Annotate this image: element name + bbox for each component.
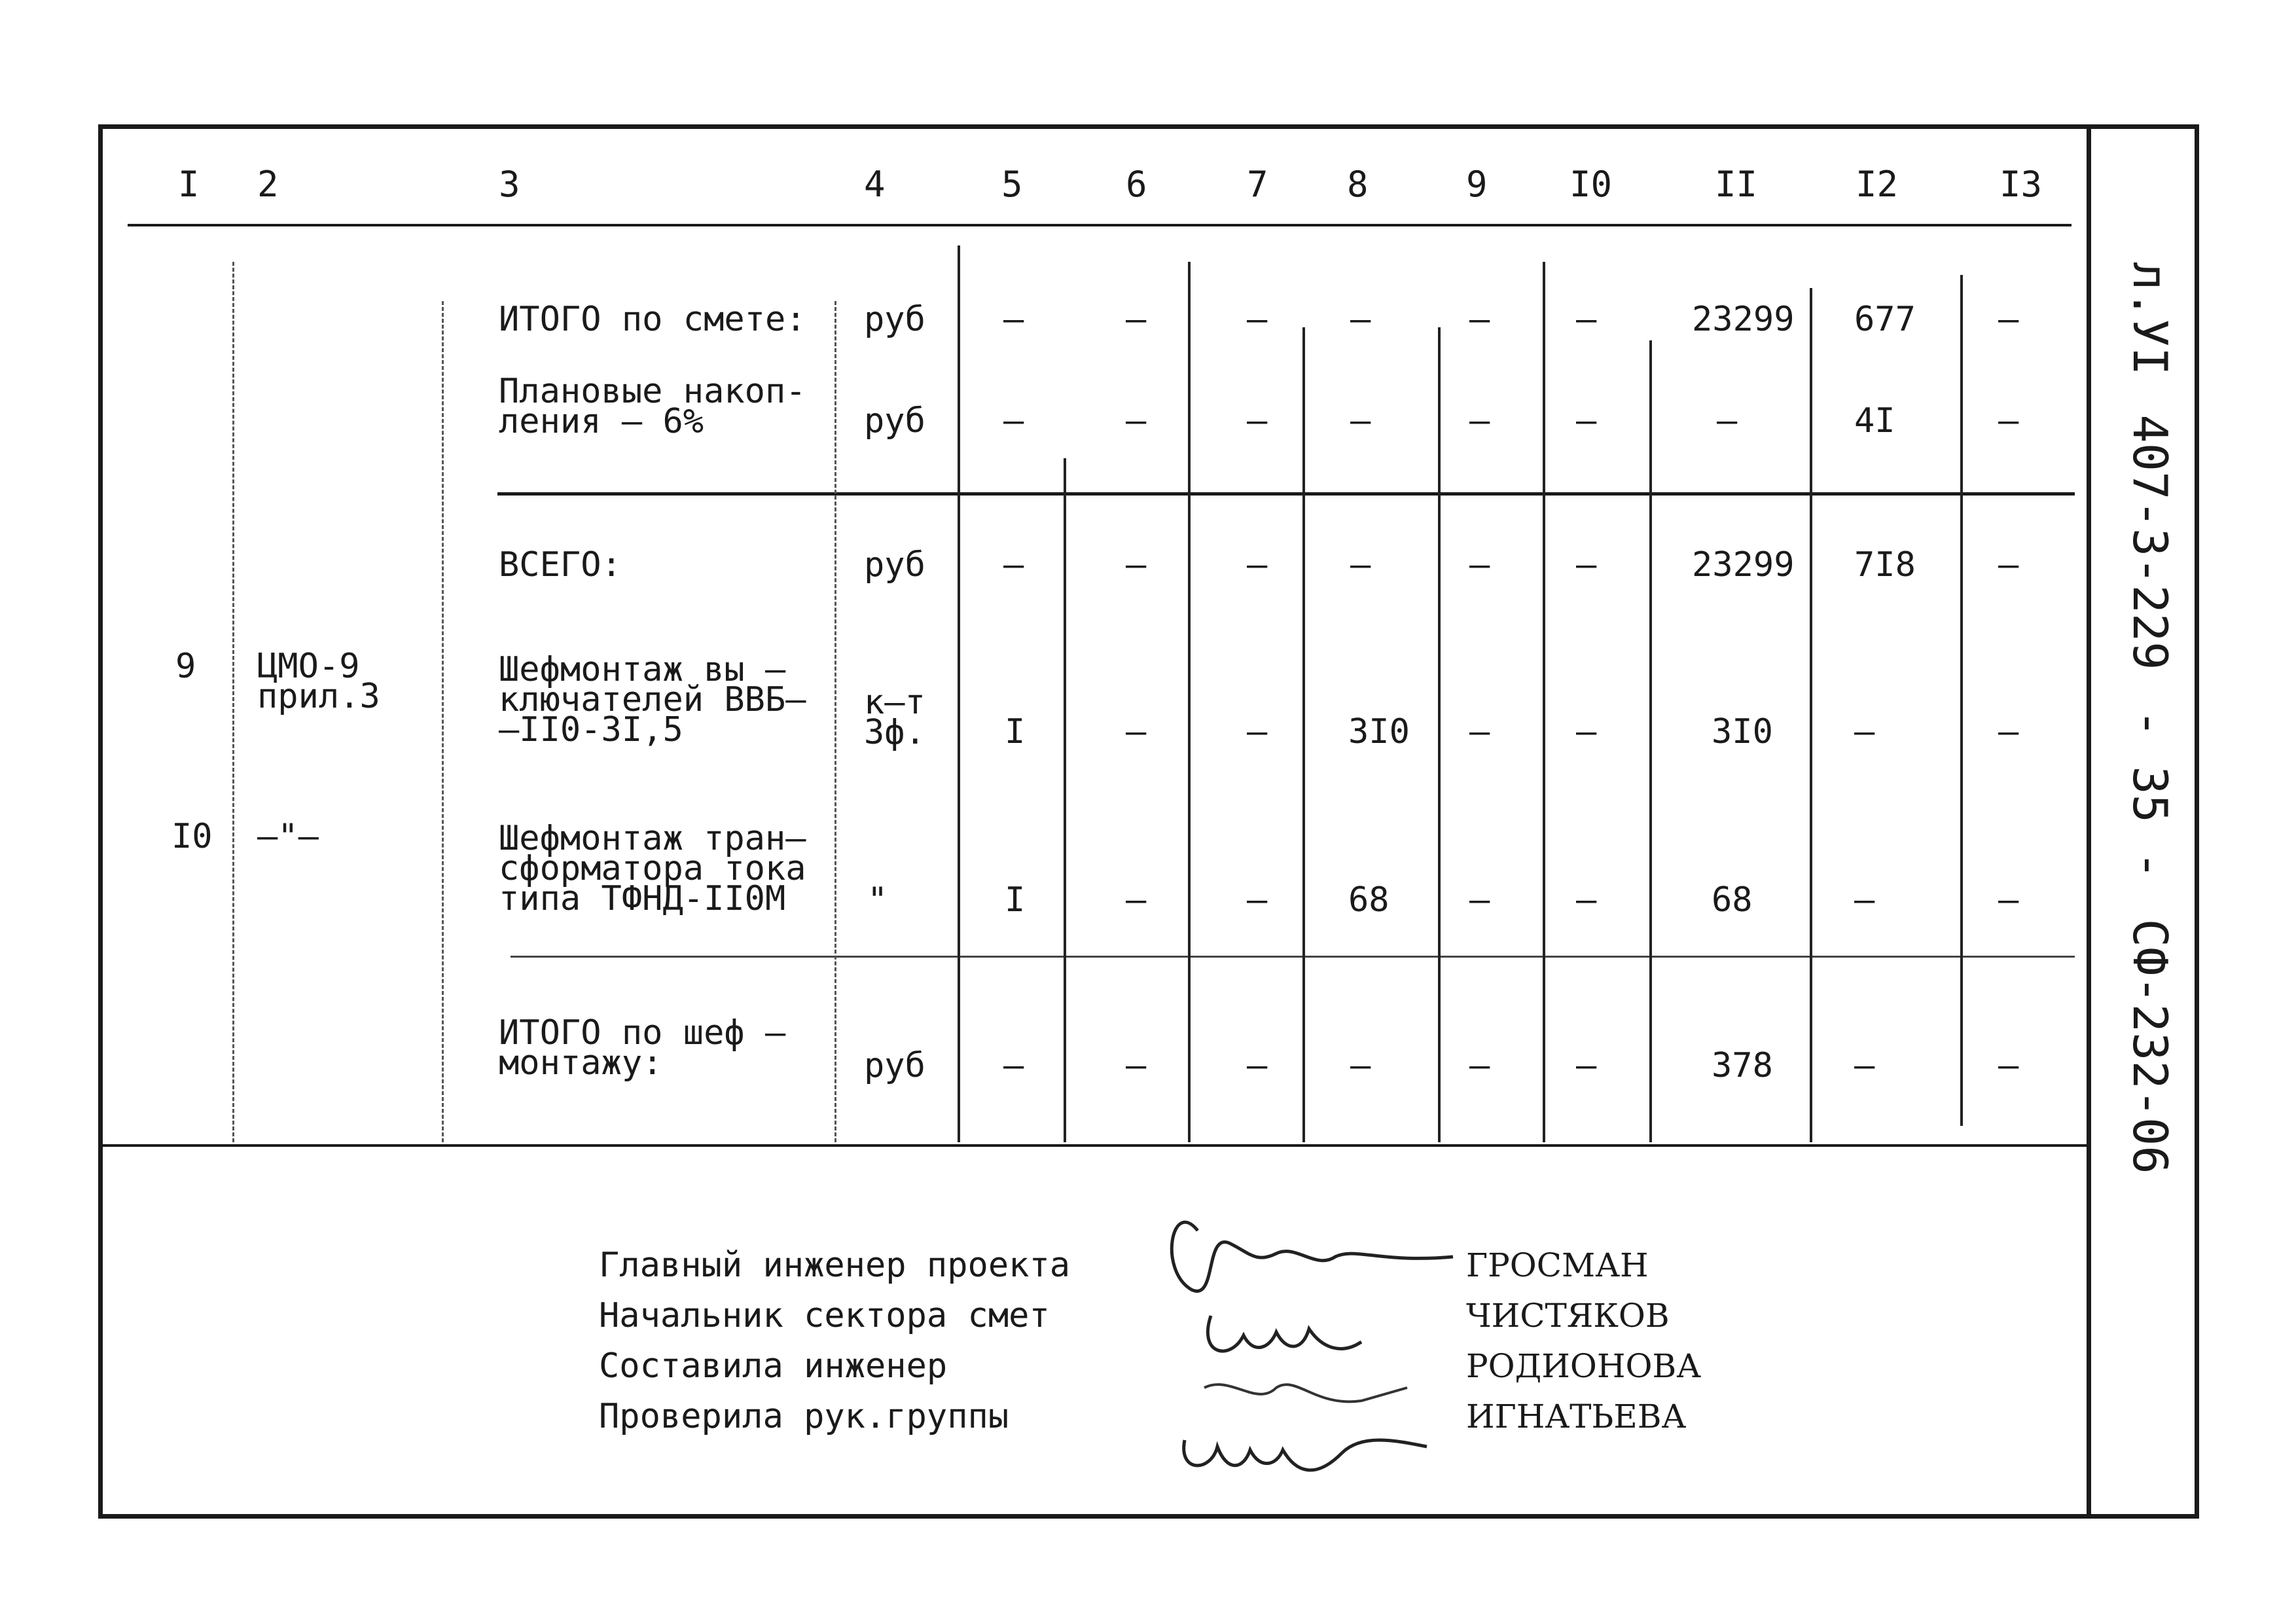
cell-col5: I (1005, 712, 1026, 751)
cell-col8: 68 (1348, 880, 1390, 920)
cell-col13: – (1998, 880, 2019, 920)
header-col-1: I (178, 164, 200, 205)
cell-col12: 7I8 (1854, 545, 1916, 585)
cell-col9: – (1469, 880, 1490, 920)
cell-col12: – (1854, 1046, 1875, 1085)
cell-unit: руб (864, 300, 925, 339)
cell-col8: – (1350, 300, 1371, 339)
name-ignatyeva: ИГНАТЬЕВА (1466, 1398, 1687, 1435)
cell-col9: – (1469, 545, 1490, 585)
cell-col10: – (1576, 880, 1597, 920)
name-chistyakov: ЧИСТЯКОВ (1466, 1297, 1670, 1335)
cell-unit: руб (864, 401, 925, 441)
role-sector-head: Начальник сектора смет (599, 1296, 1050, 1335)
name-grosman: ГРОСМАН (1466, 1246, 1649, 1284)
role-compiled-by: Составила инженер (599, 1346, 948, 1386)
shef-rule (511, 956, 2075, 958)
cell-description: ИТОГО по шеф – монтажу: (499, 1013, 786, 1083)
header-col-10: I0 (1570, 164, 1613, 205)
col-sep-6 (1188, 262, 1191, 1142)
cell-col11: 68 (1712, 880, 1753, 920)
cell-unit: " (867, 880, 888, 920)
cell-col5: – (1003, 1046, 1024, 1085)
col-sep-2 (442, 301, 444, 1142)
cell-col9: – (1469, 1046, 1490, 1085)
cell-col7: – (1247, 712, 1268, 751)
cell-col13: – (1998, 1046, 2019, 1085)
cell-col5: – (1003, 300, 1024, 339)
stamp-text (2111, 262, 2189, 1375)
cell-col6: – (1126, 545, 1147, 585)
cell-unit: к–т 3ф. (864, 683, 925, 752)
col-sep-12 (1960, 275, 1963, 1126)
cell-col6: – (1126, 712, 1147, 751)
header-col-9: 9 (1466, 164, 1488, 205)
cell-description: Плановые накоп- ления – 6% (499, 372, 806, 441)
header-col-5: 5 (1001, 164, 1023, 205)
header-col-3: 3 (499, 164, 520, 205)
cell-col7: – (1247, 880, 1268, 920)
cell-col8: – (1350, 545, 1371, 585)
col-sep-8 (1438, 327, 1441, 1142)
cell-col6: – (1126, 401, 1147, 441)
header-rule (128, 224, 2072, 226)
cell-col11: – (1717, 401, 1738, 441)
col-sep-4 (958, 245, 960, 1142)
cell-number: 9 (175, 647, 196, 686)
signature-roles (599, 1240, 1070, 1442)
cell-col10: – (1576, 1046, 1597, 1085)
col-sep-11 (1810, 288, 1812, 1142)
handwritten-signatures (1145, 1191, 1486, 1492)
cell-col7: – (1247, 401, 1268, 441)
header-col-13: I3 (2000, 164, 2043, 205)
cell-col11: 378 (1712, 1046, 1773, 1085)
name-rodionova: РОДИОНОВА (1466, 1347, 1702, 1385)
cell-col8: – (1350, 401, 1371, 441)
col-sep-10 (1649, 340, 1652, 1142)
cell-unit: руб (864, 545, 925, 585)
cell-col13: – (1998, 401, 2019, 441)
cell-col13: – (1998, 300, 2019, 339)
cell-col12: – (1854, 712, 1875, 751)
cell-col9: – (1469, 401, 1490, 441)
cell-col5: I (1005, 880, 1026, 920)
col-sep-3 (834, 301, 836, 1142)
cell-col12: – (1854, 880, 1875, 920)
cell-description: ИТОГО по смете: (499, 300, 806, 339)
subtotal-rule (497, 492, 2075, 496)
cell-reference: –"– (257, 817, 319, 856)
cell-col8: 3I0 (1348, 712, 1410, 751)
cell-col10: – (1576, 300, 1597, 339)
cell-col10: – (1576, 401, 1597, 441)
signature-names (1466, 1240, 1701, 1442)
header-col-2: 2 (257, 164, 279, 205)
cell-col7: – (1247, 300, 1268, 339)
stamp-page: - 35 - (2123, 709, 2178, 880)
cell-col9: – (1469, 712, 1490, 751)
header-col-12: I2 (1856, 164, 1899, 205)
cell-col12: 677 (1854, 300, 1916, 339)
stamp-ref: СФ-232-06 (2123, 918, 2178, 1174)
cell-col7: – (1247, 545, 1268, 585)
col-sep-9 (1543, 262, 1545, 1142)
cell-col13: – (1998, 545, 2019, 585)
cell-description: Шефмонтаж вы – ключателей ВВБ– –II0-3I,5 (499, 650, 806, 749)
cell-col6: – (1126, 1046, 1147, 1085)
cell-col11: 23299 (1692, 545, 1795, 585)
col-sep-5 (1064, 458, 1066, 1142)
cell-col6: – (1126, 880, 1147, 920)
cell-description: Шефмонтаж тран– сформатора тока типа ТФНД-II0М (499, 819, 806, 918)
cell-col11: 23299 (1692, 300, 1795, 339)
cell-col6: – (1126, 300, 1147, 339)
cell-reference: ЦМО-9 прил.3 (257, 647, 380, 716)
role-chief-engineer: Главный инженер проекта (599, 1246, 1071, 1285)
table-bottom-rule (98, 1144, 2088, 1147)
cell-col9: – (1469, 300, 1490, 339)
stamp-sheet: л.УI (2123, 262, 2178, 376)
header-col-4: 4 (864, 164, 886, 205)
cell-unit: руб (864, 1046, 925, 1085)
cell-number: I0 (171, 817, 213, 856)
header-col-11: II (1715, 164, 1758, 205)
cell-col5: – (1003, 401, 1024, 441)
header-col-8: 8 (1347, 164, 1369, 205)
cell-col8: – (1350, 1046, 1371, 1085)
header-col-6: 6 (1126, 164, 1147, 205)
col-sep-7 (1302, 327, 1305, 1142)
cell-description: ВСЕГО: (499, 545, 622, 585)
cell-col11: 3I0 (1712, 712, 1773, 751)
header-col-7: 7 (1247, 164, 1268, 205)
cell-col10: – (1576, 712, 1597, 751)
cell-col5: – (1003, 545, 1024, 585)
cell-col13: – (1998, 712, 2019, 751)
cell-col10: – (1576, 545, 1597, 585)
col-sep-1 (232, 262, 234, 1142)
cell-col12: 4I (1854, 401, 1895, 441)
role-checked-by: Проверила рук.группы (599, 1397, 1009, 1436)
stamp-code: 407-3-229 (2123, 414, 2178, 670)
cell-col7: – (1247, 1046, 1268, 1085)
